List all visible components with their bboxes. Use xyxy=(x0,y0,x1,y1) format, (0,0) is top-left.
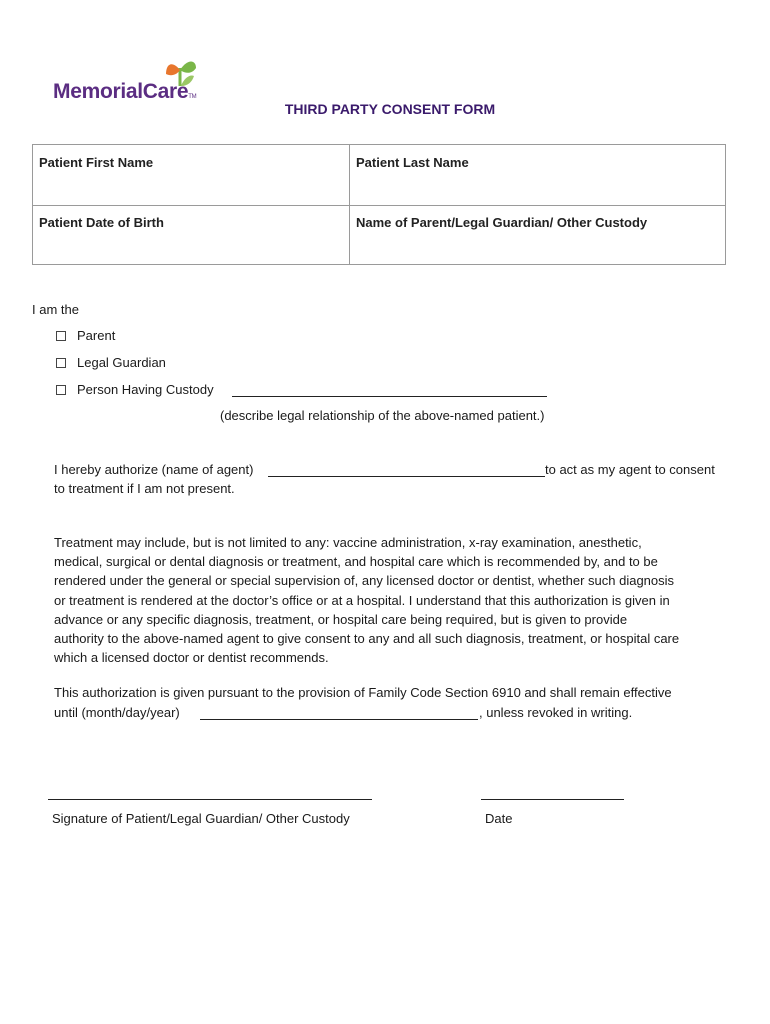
treatment-line: authority to the above-named agent to give consent to any and all such diagnosis, treatment, or hospital care xyxy=(54,631,680,647)
guardian-name-label: Name of Parent/Legal Guardian/ Other Custody xyxy=(356,215,648,230)
expiry-date-input-line[interactable] xyxy=(200,719,478,720)
authorize-line-2: to treatment if I am not present. xyxy=(54,481,235,496)
patient-last-name-field[interactable] xyxy=(350,174,724,204)
legal-guardian-option-label: Legal Guardian xyxy=(77,355,166,370)
legal-guardian-checkbox[interactable] xyxy=(56,358,66,368)
patient-first-name-field[interactable] xyxy=(33,174,347,204)
logo-wordmark: MemorialCareTM xyxy=(53,80,197,103)
date-label: Date xyxy=(485,811,513,826)
patient-dob-label: Patient Date of Birth xyxy=(39,215,164,230)
patient-first-name-label: Patient First Name xyxy=(39,155,154,170)
guardian-name-field[interactable] xyxy=(350,234,724,264)
authorize-prefix: I hereby authorize (name of agent) xyxy=(54,462,254,477)
date-line[interactable] xyxy=(481,799,624,800)
parent-checkbox[interactable] xyxy=(56,331,66,341)
treatment-line: or treatment is rendered at the doctor’s office or at a hospital. I understand that this authorization is given in xyxy=(54,592,670,608)
patient-last-name-label: Patient Last Name xyxy=(356,155,469,170)
patient-dob-field[interactable] xyxy=(33,234,347,264)
treatment-paragraph xyxy=(54,533,734,667)
signature-line[interactable] xyxy=(48,799,372,800)
treatment-line: rendered under the general or special supervision of, any licensed doctor or dentist, whether such diagnosis xyxy=(54,573,675,589)
treatment-line: advance or any specific diagnosis, treatment, or hospital care being required, but is given to provide xyxy=(54,611,628,627)
signature-label: Signature of Patient/Legal Guardian/ Other Custody xyxy=(52,811,350,826)
parent-option-label: Parent xyxy=(77,328,116,343)
validity-prefix: until (month/day/year) xyxy=(54,705,180,720)
validity-suffix: , unless revoked in writing. xyxy=(479,705,633,720)
authorize-suffix: to act as my agent to consent xyxy=(545,462,715,477)
treatment-line: which a licensed doctor or dentist recommends. xyxy=(54,650,329,666)
agent-name-input-line[interactable] xyxy=(268,476,545,477)
treatment-line: medical, surgical or dental diagnosis or treatment, and hospital care which is recommended by, and to be xyxy=(54,554,658,570)
page-title: THIRD PARTY CONSENT FORM xyxy=(284,101,496,117)
custody-checkbox[interactable] xyxy=(56,385,66,395)
custody-option-label: Person Having Custody xyxy=(77,382,214,397)
describe-relationship-note: (describe legal relationship of the above-named patient.) xyxy=(220,408,545,423)
validity-line-1: This authorization is given pursuant to the provision of Family Code Section 6910 and shall remain effective xyxy=(54,685,672,700)
treatment-line: Treatment may include, but is not limited to any: vaccine administration, x-ray examination, anesthetic, xyxy=(54,535,642,550)
custody-relationship-input-line[interactable] xyxy=(232,396,547,397)
relationship-intro: I am the xyxy=(32,302,79,317)
